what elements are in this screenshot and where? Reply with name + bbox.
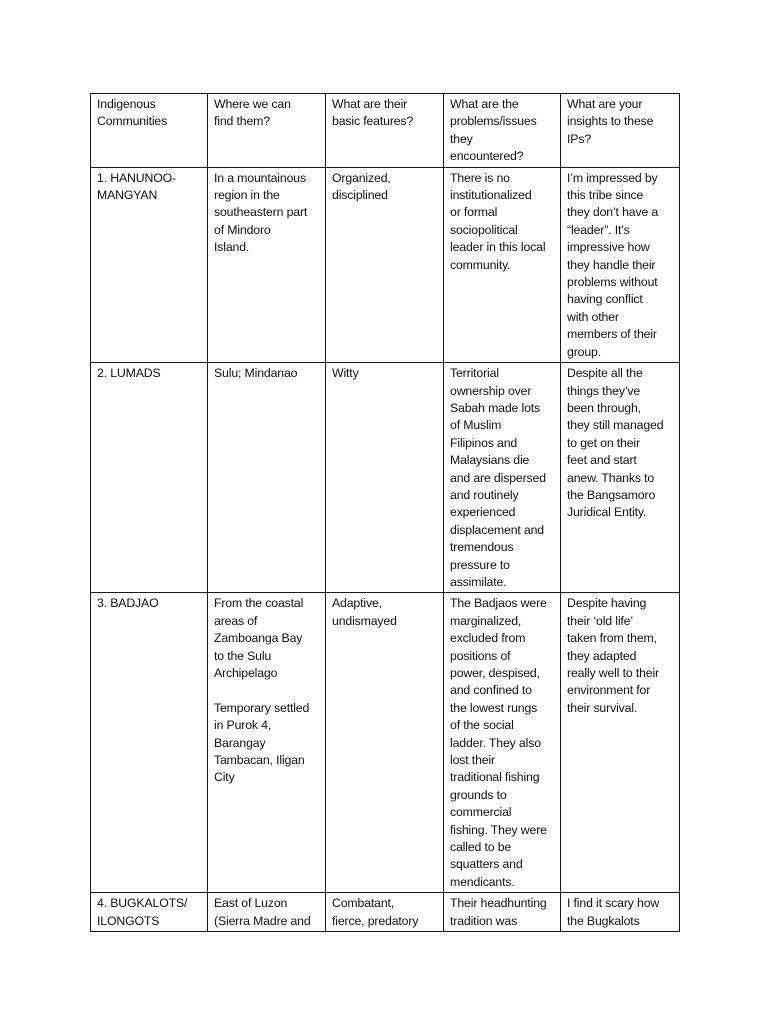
cell-insights: Despite having their ‘old life’ taken from them, they adapted really well to their environment for their survival. (561, 593, 680, 893)
cell-insights: I’m impressed by this tribe since they don’t have a “leader”. It’s impressive how they handle their problems without having conflict with other members of their group. (561, 167, 680, 362)
cell-insights: I find it scary how the Bugkalots (561, 893, 680, 932)
cell-features: Adaptive, undismayed (326, 593, 444, 893)
cell-problems: The Badjaos were marginalized, excluded from positions of power, despised, and confined to the lowest rungs of the social ladder. They also lost their traditional fishing grounds to commercial fishing. They were called to be squatters and mendicants. (444, 593, 561, 893)
cell-features: Organized, disciplined (326, 167, 444, 362)
cell-features: Combatant, fierce, predatory (326, 893, 444, 932)
table-row (91, 593, 680, 893)
header-problems: What are the problems/issues they encountered? (444, 94, 561, 168)
header-insights: What are your insights to these IPs? (561, 94, 680, 168)
cell-location: Sulu; Mindanao (208, 363, 326, 593)
cell-location: In a mountainous region in the southeastern part of Mindoro Island. (208, 167, 326, 362)
cell-insights: Despite all the things they’ve been through, they still managed to get on their feet and start anew. Thanks to the Bangsamoro Juridical Entity. (561, 363, 680, 593)
table-row (91, 363, 680, 593)
header-indigenous-communities: Indigenous Communities (91, 94, 208, 168)
cell-community: 4. BUGKALOTS/ ILONGOTS (91, 893, 208, 932)
cell-community: 2. LUMADS (91, 363, 208, 593)
header-features: What are their basic features? (326, 94, 444, 168)
header-location: Where we can find them? (208, 94, 326, 168)
cell-community: 1. HANUNOO- MANGYAN (91, 167, 208, 362)
table-row (91, 167, 680, 362)
table-header-row (91, 94, 680, 168)
cell-features: Witty (326, 363, 444, 593)
cell-community: 3. BADJAO (91, 593, 208, 893)
table-row (91, 893, 680, 932)
cell-problems: Their headhunting tradition was (444, 893, 561, 932)
cell-problems: Territorial ownership over Sabah made lots of Muslim Filipinos and Malaysians die and are dispersed and routinely experienced displacement and tremendous pressure to assimilate. (444, 363, 561, 593)
cell-problems: There is no institutionalized or formal sociopolitical leader in this local community. (444, 167, 561, 362)
indigenous-communities-table (90, 93, 680, 932)
cell-location: East of Luzon (Sierra Madre and (208, 893, 326, 932)
cell-location: From the coastal areas of Zamboanga Bay to the Sulu Archipelago Temporary settled in Purok 4, Barangay Tambacan, Iligan City (208, 593, 326, 893)
